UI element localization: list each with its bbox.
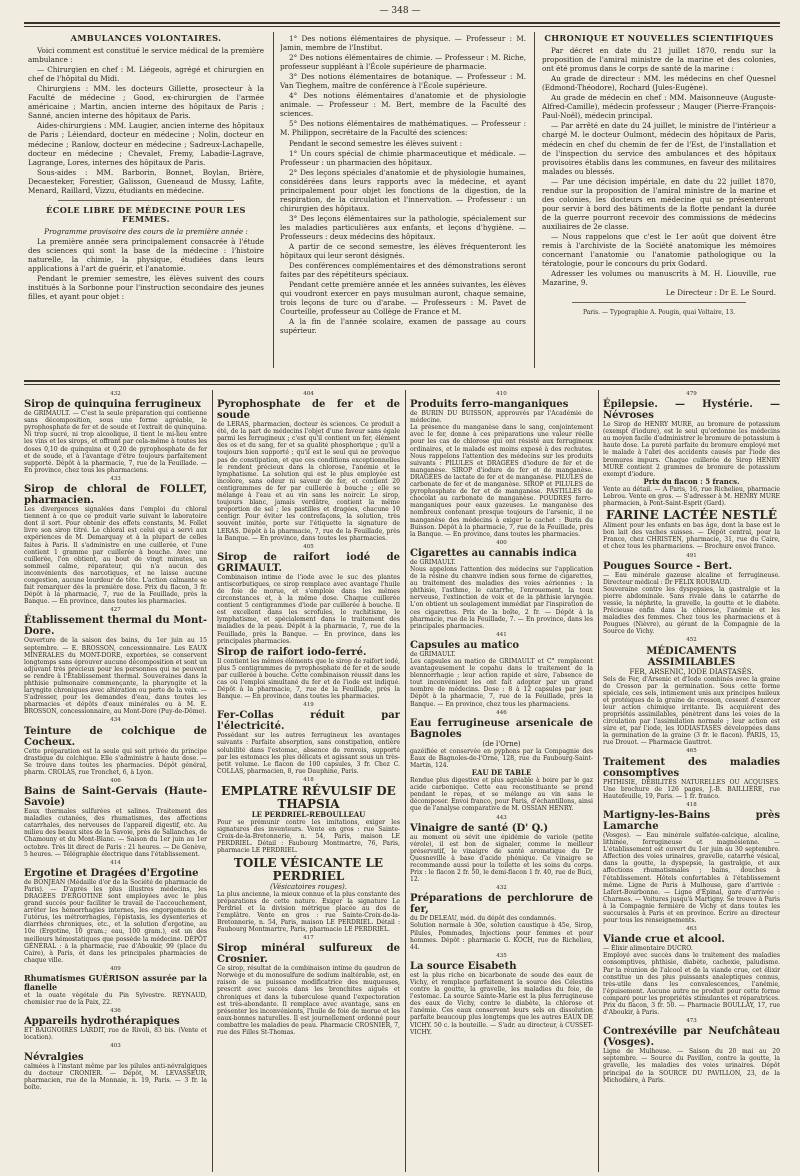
- ad-body: de LERAS, pharmacien, docteur ès sciences. Ce produit a été, de la part de médecins l'objet d'une faveur sans égale parmi les ferrugineux ; c'est qu'il contient un fer, élément des os et du sang, fer et sa qualité phosphorique ; qu'il a toujours bien supporté ; qu'il est le seul qui ne provoque pas de constipation, et que ces conditions exceptionnelles le rendent précieux dans la chlorose, l'anémie et le lymphatisme. La solution qui est le plus employée est incolore, sans odeur ni saveur de fer, et contient 20 centigrammes de fer par cuillerée à bouche ; elle se mélange à l'eau et au vin sans les noircir. Le sirop, toujours blanc, jamais verdâtre, contient la même proportion de sel ; les pastilles et dragées, chacune 10 centigr. Pour éviter les contrefaçons, la solution, très souvent imitée, porte sur l'étiquette la signature de LERAS. Dépôt à la pharmacie, 7, rue de la Feuillade, près la Banque. — En province, dans toutes les pharmacies.: [217, 421, 400, 542]
- ad-body: La présence du manganèse dans le sang, conjointement avec le fer, donne à ces préparations une valeur réelle pour les cas de chlorose qui ont résisté aux ferrugineux ordinaires, et le malade est moins exposé à des rechutes. Nous rappelons l'attention des médecins sur les produits suivants : PILULES et DRAGÉES d'iodure de fer et de manganèse. SIROP d'iodure de fer et de manganèse. DRAGÉES de lactate de fer et de manganèse. PILULES de carbonate de fer et de manganèse. SIROP et PILULES de pyrophosphate de fer et de manganèse. PASTILLES de chocolat au carbonate de manganèse. POUDRES ferro-manganiques pour eaux gazeuses. Le manganèse des nombreux contenant presque toujours de l'arsenic, il ne manganèse des médecins à exiger le cachet : Burin du Buisson. Dépôt à la pharmacie, 7, rue de la Feuillade, près la Banque. — En province, dans toutes les pharmacies.: [410, 424, 593, 538]
- paragraph: A la fin de l'année scolaire, examen de passage au cours supérieur.: [280, 317, 526, 336]
- advertisement: [410, 391, 593, 538]
- ad-number: 479: [686, 391, 697, 397]
- advertisement: [217, 391, 400, 542]
- ad-number: 433: [110, 475, 121, 482]
- advertisement: [410, 885, 593, 951]
- ad-body: Le Sirop de HENRY MURE, au bromure de potassium (exempt d'iodure), est le seul qu'ordonne les médecins au moyen facile d'administrer le bromure de potassium à haute dose. La pureté parfaite du bromure employé met le malade à l'abri des accidents causés par l'iode des bromures impurs. Chaque cuillerée de Sirop HENRY MURE contient 2 grammes de bromure de potassium exempt d'iodure.: [603, 421, 780, 478]
- ad-subheading: — Élixir alimentaire DUCRO.: [603, 945, 693, 953]
- section-title-ambulances: AMBULANCES VOLONTAIRES.: [70, 34, 222, 43]
- ad-body: de GRIMAULT. — C'est la seule préparation qui contienne sans décomposition, sous une forme agréable, le pyrophosphate de fer et de soude et l'extrait de quinquina. Ni trop sucré, ni trop alcoolique, il tient le mi-lieu entre les vins et les sirops, et offrant par cela-même à toutes les doses 0,10 de quinquina et 0,20 de pyrophosphate de fer et de soude, et à l'avantage d'être toujours parfaitement supporté. Dépôt à la pharmacie, 7, rue de la Feuillade. — En province, chez tous les pharmaciens.: [24, 410, 207, 474]
- ad-body: calmées à l'instant même par les pilules anti-névralgiques du docteur CRONIER. — Dépôt, M. LEVASSEUR, pharmacien, rue de la Monnaie, n. 19, Paris. — 3 fr. la boîte.: [24, 1062, 207, 1091]
- paragraph: Aides-chirurgiens : MM. Laugier, ancien interne des hôpitaux de Paris ; Léiendard, docteur en médecine ; Nolin, docteur en médecine ; Ranlow, docteur en médecine ; Sadreux-Lachapelle, docteur en médecine ; Chevalet, Fremy, Labadie-Lagrave, Lagrange, Lores, internes des hôpitaux de Paris.: [28, 121, 264, 167]
- ad-heading: Eau ferrugineuse arsenicale de Bagnoles: [410, 717, 593, 740]
- paragraph: Programme provisoire des cours de la première année :: [44, 226, 248, 236]
- ad-number: 432: [496, 885, 507, 892]
- ad-heading: Produits ferro-manganiques: [410, 399, 569, 411]
- advertisement: [217, 544, 400, 645]
- ad-number: 427: [110, 607, 121, 614]
- advertisement: [217, 777, 400, 855]
- ad-body: Ligne de Mulhouse. — Saison du 20 mai au 20 septembre. — Source du Pavillon, contre la goutte, la gravelle, les maladies des voies urinaires. Dépôt principal de la SOURCE DU PAVILLON, 23, de la Michodière, à Paris.: [603, 1048, 780, 1084]
- advertisement: [603, 637, 780, 746]
- ad-heading: Teinture de colchique de Cocheux.: [24, 725, 207, 748]
- ad-body: PHTHISIE, DÉBILITÉS NATURELLES OU ACQUISES. Une brochure de 126 pages, J.-B. BAILLIÈRE, rue Hautefeuille, 19, Paris. — 1 fr. franco.: [603, 778, 780, 800]
- paragraph: Adresser les volumes ou manuscrits à M. H. Liouville, rue Mazarine, 9.: [542, 269, 776, 288]
- paragraph: 5° Des notions élémentaires de mathématiques. — Professeur : M. Philippon, secrétaire de la Faculté des sciences:: [280, 119, 526, 138]
- paragraph: — Chirurgien en chef : M. Liégeois, agrégé et chirurgien en chef de l'hôpital du Midi.: [28, 65, 264, 84]
- paragraph: — Nous rappelons que c'est le 1er août que doivent être remis à l'archiviste de la Société anatomique les mémoires concernant l'anatomie ou l'anatomie pathologique ou la tératologie, pour le concours du prix Godard.: [542, 231, 776, 269]
- advertisement: [410, 815, 593, 884]
- ad-heading: EMPLATRE RÉVULSIF DE THAPSIA: [221, 784, 396, 812]
- article-column-1: [28, 34, 264, 374]
- ad-body: La plus ancienne, la mieux connue et la plus constante des préparations de cette nature. Exiger la signature Le Perdriel et la division métrique placée au dos de l'emplâtre. Vente en gros : rue Sainte-Croix-de-la-Bretonnerie, n. 54, Paris, maison LE PERDRIEL. Détail : Faubourg Montmartre, Paris, pharmacie LE PERDRIEL.: [217, 890, 400, 933]
- ad-heading: MÉDICAMENTS ASSIMILABLES: [646, 645, 737, 668]
- paragraph: Sous-aides : MM. Barborin, Bonnet, Boylan, Brière, Decaesteker, Forestier, Galisson, Gueneaud de Mussy, Lafite, Menard, Raillard, Vizzu, étudiants en médecine.: [28, 167, 264, 195]
- advertisement: [410, 540, 593, 630]
- paragraph: 4° Des notions élémentaires d'anatomie et de physiologie animale. — Professeur : M. Bert, membre de la Faculté des sciences.: [280, 91, 526, 119]
- advertisement: [410, 632, 593, 708]
- printer-line: Paris. — Typographie A. Pougin, quai Voltaire, 13.: [582, 309, 736, 317]
- ad-heading: Sirop minéral sulfureux de Crosnier.: [217, 943, 400, 966]
- ads-column-2: [217, 390, 400, 1174]
- ad-number: 452: [686, 637, 697, 644]
- ad-subheading: de GRIMAULT.: [410, 650, 456, 658]
- ad-heading: Sirop de raifort iodé de GRIMAULT.: [217, 551, 400, 574]
- ad-heading: La source Eisabeth: [410, 960, 517, 972]
- ad-heading: Ergotine et Dragées d'Ergotine: [24, 867, 199, 879]
- ad-heading: Névralgies: [24, 1051, 84, 1063]
- ad-body: Rendue plus digestive et plus agréable à boire par le gaz acide carbonique. Cette eau reconstituante se prend pendant le repas, et se mélange au vin sans le décomposer. Envoi franco, pour Paris, d'échantillons, ainsi que de l'analyse comparative de M. OSSIAN HENRY.: [410, 777, 593, 813]
- ad-number: 418: [686, 801, 697, 808]
- advertisement: [603, 802, 780, 924]
- ad-heading: Traitement des maladies consomptives: [603, 756, 780, 779]
- ad-number: 436: [110, 1008, 121, 1015]
- ad-heading: Sirop de chloral de FOLLET, pharmacien.: [24, 484, 207, 507]
- ad-number: 405: [303, 543, 314, 550]
- section-title-chronique: CHRONIQUE ET NOUVELLES SCIENTIFIQUES: [544, 34, 774, 43]
- ad-heading: Appareils hydrothérapiques: [24, 1016, 180, 1028]
- ad-body: Les capsules au matico de GRIMAULT et C° remplacent avantageusement le copahu dans le traitement de la blennorrhagie ; leur action rapide et sûre, l'absence de tout inconvénient les ont fait adopter par un grand nombre de médecins. Dose : 8 à 12 capsules par jour. Dépôt à la pharmacie, 7, rue de la Feuillade, près la Banque. — En province, chez tous les pharmaciens.: [410, 658, 593, 708]
- ad-heading: Épilepsie. — Hystérie. — Névroses: [603, 399, 780, 422]
- column-divider: [534, 32, 535, 368]
- ad-subheading: de BURIN DU BUISSON, approuvés par l'Académie de médecine.: [410, 410, 593, 425]
- director-signature: Le Directeur : Dr E. Le Sourd.: [665, 288, 776, 298]
- ad-body: (Vosges). — Eau minérale sulfatée-calcique, alcaline, lithinée, ferrugineuse et magnésienne. — L'établissement est ouvert du 1er juin au 30 septembre. Affection des voies urinaires, gravelle, catarrhe vésical, dans la goutte, la dyspepsie, la gastralgie, et aux affections rhumatismales ; bains, douches à l'établissement. Hôtels confortables à l'établissement même. Ligne de Paris à Mulhouse, gare d'arrivée : Lafert-Bourbonne. — Ligne d'Épinal, gare d'arrivée : Charmes. — Voitures jusqu'à Martigny. Se trouve à Paris à la Compagnie fermière de Vichy et dans toutes les succursales à Paris et en province. Écrire au directeur pour tous les renseignements.: [603, 831, 780, 925]
- advertisement: [603, 509, 780, 550]
- ad-heading: TOILE VÉSICANTE LE PERDRIEL: [233, 855, 384, 883]
- ad-number: 435: [496, 952, 507, 959]
- column-divider: [598, 390, 599, 1172]
- paragraph: Pendant cette première année et les années suivantes, les élèves qui voudront exercer en pays musulman auront, chaque semaine, trois leçons de turc ou d'arabe. — Professeurs : M. Pavet de Courteille, professeur au Collège de France et M.: [280, 280, 526, 317]
- advertisement: [24, 778, 207, 858]
- ad-body: Solution normale à 30e, solution caustique à 45e, Sirop, Pilules, Pommades, Injections pour femmes et pour hommes. Dépôt : pharmacie G. KOCH, rue de Richelieu, 44.: [410, 922, 593, 951]
- advertisement: [217, 702, 400, 775]
- paragraph: 3° Des leçons élémentaires sur la pathologie, spécialement sur les maladies particulières aux enfants, et leçons d'hygiène. — Professeurs : deux médecins des hôpitaux.: [280, 213, 526, 241]
- ad-heading: Préparations de perchlorure de fer,: [410, 893, 593, 916]
- ad-body: Eaux thermales sulfurées et salines. Traitement des maladies cutanées, des rhumatismes, des affections catarrhales, des nerveuses de l'appareil digestif, etc. Au milieu des beaux sites de la Savoie, près de Sallanches, de Chamouny et du Mont-Blanc. — Saison du 1er juin au 1er octobre. Très lit direct de Paris : 21 heures. — De Genève, 5 heures. — Télégraphie électrique dans l'établissement.: [24, 808, 207, 858]
- ad-subheading: de GRIMAULT.: [410, 558, 456, 566]
- ad-heading: Martigny-les-Bains près Lamarche: [603, 809, 780, 832]
- ad-body: Souveraine contre les dyspepsies, la gastralgie et la pierre abdominale. Sans rivale dans le catarrhe de vessie, la néphrite, la gravelle, la goutte et le diabète. Précieuse enfin dans la chlorose, l'anémie et les maladies des femmes. Chez tous les pharmaciens et à Pougues (Nièvre), au gérant de la Compagnie de la Source de Vichy.: [603, 585, 780, 636]
- paragraph: Pendant le second semestre les élèves suivent :: [289, 138, 463, 148]
- column-divider: [212, 390, 213, 1172]
- ad-body: Employé avec succès dans le traitement des maladies consomptives, phthisie, diabète, cachexie, paludisme. Par la réunion de l'alcool et de la viande crue, cet élixir constitue un des plus puissants analeptiques connus, très-utile dans les convalescences, l'anémie, l'épuisement. Aucune autre ne produit pour cette forme comparé pour les propriétés stimulantes et réparatrices. Prix du flacon, 3 fr. 50. — Pharmacie BOULLAY, 17, rue d'Aboukir, à Paris.: [603, 952, 780, 1017]
- paragraph: — Par arrêté en date du 24 juillet, le ministre de l'intérieur a chargé M. le docteur Oulmont, médecin des hôpitaux de Paris, médecin en chef du chemin de fer de l'Est, de l'installation et de l'inspection du service des ambulances et des hôpitaux provisoires établis dans les communes, en faveur des militaires malades ou blessés.: [542, 121, 776, 176]
- divider: [58, 200, 234, 201]
- ads-column-4: [603, 390, 780, 1174]
- advertisement: [410, 953, 593, 1036]
- advertisement: [603, 1018, 780, 1084]
- top-rule: [24, 22, 780, 24]
- page-number: — 348 —: [379, 6, 421, 16]
- ads-top-rule: [24, 380, 780, 382]
- ad-heading: Pougues Source - Bert.: [603, 560, 733, 572]
- ad-subheading: (de l'Orne): [482, 739, 521, 748]
- ad-heading: Viande crue et alcool.: [603, 934, 725, 946]
- ad-body: Les divergences signalées dans l'emploi du chloral tiennent à ce que ce produit varie suivant le laboratoire dont il sort. Pour obtenir des effets constants, M. Follet livre son sirop titré. Le chloral est celui qui a servi aux expériences de M. Demarquay et à la plupart de celles faites à Paris. Il s'administre en une cuillerée, et l'une contient 1 gramme par cuillerée à bouche. Avec une cuillerée, l'on obtient, au bout de vingt minutes, un sommeil calme, réparateur, qui n'a aucun des inconvénients des narcotiques, et ne laisse aucune congestion, aucune lourdeur de tête. L'action calmante se fait remarquer dès la première dose. Prix du flacon, 3 fr. Dépôt à la pharmacie, 7, rue de la Feuillade, près la Banque. — En province, dans toutes les pharmacies.: [24, 506, 207, 606]
- advertisement: [24, 607, 207, 715]
- paragraph: 3° Des notions élémentaires de botanique. — Professeur : M. Van Tieghem, maître de conférence à l'École supérieure.: [280, 72, 526, 91]
- ad-heading: Bains de Saint-Gervais (Haute-Savoie): [24, 786, 207, 809]
- ad-heading: Cigarettes au cannabis indica: [410, 547, 577, 559]
- column-divider: [405, 390, 406, 1172]
- ad-number: 446: [496, 709, 507, 716]
- advertisement: [603, 391, 780, 507]
- paragraph: A partir de ce second semestre, les élèves fréquenteront les hôpitaux qui leur seront désignés.: [280, 242, 526, 261]
- advertisement: [603, 926, 780, 1016]
- paragraph: La première année sera principalement consacrée à l'étude des sciences qui sont la base de la médecine : l'histoire naturelle, la chimie, la physique, étudiées dans leurs applications à l'art de guérir, et l'anatomie.: [28, 236, 264, 274]
- ad-heading: FARINE LACTÉE NESTLÉ: [606, 508, 777, 523]
- ad-number: 465: [686, 748, 697, 755]
- ad-number: 443: [496, 814, 507, 821]
- ad-number: 473: [686, 1018, 697, 1025]
- ad-number: 463: [686, 926, 697, 933]
- ad-number: 441: [496, 631, 507, 638]
- ad-body: Possédant sur les autres ferrugineux les avantages suivants : Parfaite absorption, sans constipation, entière solubilité dans l'estomac, absence de renvois, supporté par les estomacs les plus délicats et agissant sous un très-petit volume. Le flacon de 100 capsules, 3 fr. Chez C. COLLAS, pharmacien, 8, rue Dauphine, Paris.: [217, 732, 400, 775]
- ad-body: de BONJEAN (Médaille d'or de la Société de pharmacie de Paris). — D'après les plus illustres médecins, les DRAGÉES D'ERGOTINE sont employées avec le plus grand succès pour faciliter le travail de l'accouchement, arrêter les hémorrhagies internes, les engorgements de l'utérus, les métrorrhagies, l'épistaxis, les dysenteries et diarrhées chroniques, etc., et la solution d'ergotine, au 10e (Ergotine, 10 gram.; eau, 100 gram.), est un des meilleurs hémostatiques que possède la médecine. DÉPÔT GÉNÉRAL : à la pharmacie, rue d'Aboukir, 99 (place du Caire), à Paris, et dans les principales pharmacies de chaque ville.: [24, 878, 207, 964]
- ad-number: 406: [110, 777, 121, 784]
- advertisement: [24, 1043, 207, 1090]
- ad-number: 404: [303, 391, 314, 397]
- ad-number: 419: [303, 702, 314, 709]
- advertisement: [603, 553, 780, 636]
- advertisement: [603, 748, 780, 799]
- paragraph: Des conférences complémentaires et des démonstrations seront faites par des répétiteurs spéciaux.: [280, 261, 526, 280]
- ad-price: Prix du flacon : 5 francs.: [643, 476, 740, 486]
- ad-body: Ouverture de la saison des bains, du 1er juin au 15 septembre. — E. BROSSON, concessionnaire. Les EAUX MINÉRALES du MONT-DORE, exportées, se conservent longtemps sans éprouver aucune décomposition et sont un adjuvant très précieux pour les personnes qui ne peuvent se rendre à l'Établissement thermal. Souveraines dans la phthisie pulmonaire commençante, la pharyngite et la laryngite chroniques avec altération ou perte de la voix. — S'adresser, pour les demandes d'eau, dans toutes les pharmacies et dépôts d'eaux minérales ou à M. E. BROSSON, concessionnaire, au Mont-Dore (Puy-de-Dôme).: [24, 637, 207, 716]
- paragraph: 1° Un cours spécial de chimie pharmaceutique et médicale. — Professeur : un pharmacien des hôpitaux.: [280, 148, 526, 167]
- advertisement: [217, 857, 400, 934]
- advertisement: [24, 1008, 207, 1041]
- ad-number: 434: [110, 717, 121, 724]
- ad-body: Pour se prémunir contre les imitations, exiger les signatures des inventeurs. Vente en gros : rue Sainte-Croix-de-la-Bretonnerie, n. 54, Paris, maison LE PERDRIEL. Détail : Faubourg Montmartre, 76, Paris, pharmacie LE PERDRIEL.: [217, 819, 400, 855]
- ad-subheading: LE PERDRIEL-REBOULLEAU: [251, 810, 366, 820]
- paragraph: Voici comment est constitué le service médical de la première ambulance :: [28, 46, 264, 65]
- ad-heading: Fer-Collas réduit par l'électricité.: [217, 710, 400, 733]
- ad-subheading: EAU DE TABLE: [471, 768, 532, 778]
- ad-body: Cette préparation est la seule qui soit privée du principe drastique du colchique. Elle s'administre à haute dose. — Se trouve dans toutes les pharmacies. Dépôt général, pharm. CROLAS, rue Tronchet, 6, à Lyon.: [24, 747, 207, 776]
- paragraph: 2° Des notions élémentaires de chimie. — Professeur : M. Riche, professeur suppléant à l'École supérieure de pharmacie.: [280, 53, 526, 72]
- column-divider: [273, 32, 274, 368]
- advertisement: [24, 860, 207, 964]
- paragraph: 1° Des notions élémentaires de physique. — Professeur : M. Jamin, membre de l'Institut.: [280, 34, 526, 53]
- ad-heading: Sirop de raifort iodo-ferré.: [217, 646, 367, 658]
- ad-body: Combinaison intime de l'iode avec le suc des plantes antiscorbutiques, ce sirop remplace avec avantage l'huile de foie de morue, et s'emploie dans les mêmes circonstances et, à la même dose. Chaque cuillerée contient 5 centigrammes d'iode par cuillerée à bouche. Il est excellent dans les scrofules, le rachitisme, le lymphatisme, et spécialement dans le traitement des maladies de la peau. Dépôt à la pharmacie, 7, rue de la Feuillade, près la Banque. — En province, dans les principales pharmacies.: [217, 573, 400, 645]
- advertisement: [410, 710, 593, 813]
- paragraph: Chirurgiens : MM. les docteurs Gillette, prosecteur à la Faculté de médecine ; Good, ex-chirurgien de l'armée américaine ; Martin, ancien interne des hôpitaux de Paris ; Sanné, ancien interne des hôpitaux de Paris.: [28, 84, 264, 121]
- ad-number: 403: [110, 1043, 121, 1050]
- ad-heading: Vinaigre de santé (D' Q.): [410, 822, 549, 834]
- paragraph: Pendant le premier semestre, les élèves suivent des cours institués à la Sorbonne pour l'instruction secondaire des jeunes filles, et ayant pour objet :: [28, 274, 264, 302]
- ad-number: 417: [303, 935, 314, 942]
- ad-number: 432: [110, 391, 121, 397]
- ad-body: au moment où sévit une épidémie de variole (petite vérole), il est bon de signaler, comme le meilleur préservatif, le vinaigre de santé aromatique du Dr Quesneville à base d'acide phénique. Ce vinaigre se recommande aussi pour la toilette et les soins du corps. Prix : le flacon 2 fr. 50, le demi-flacon 1 fr. 40, rue de Buci, 12.: [410, 833, 593, 884]
- advertisement: [24, 966, 207, 1006]
- advertisement: [24, 476, 207, 605]
- ad-number: 414: [110, 859, 121, 866]
- top-rule-thin: [24, 26, 780, 27]
- ad-body: Vente au détail. — A Paris, 16, rue Richelieu, pharmacie Lebrou. Vente en gros. — S'adresser à M. HENRY MURE pharmacien, à Pont-Saint-Esprit (Gard).: [603, 485, 780, 508]
- ad-body: Aliment pour les enfants en bas âge, dont la base est le bon lait des vaches suisses. — Dépôt central, pour la France, chez CHRISTEN, pharmacie, 31, rue du Caire, et chez tous les pharmaciens. — Brochure envoi franco.: [603, 522, 780, 551]
- ad-subheading: FER, ARSENIC, IODE DIASTASÉS.: [629, 667, 754, 676]
- paragraph: Au grade de médecin en chef : MM. Maisonneuve (Auguste-Alfred-Camille), médecin professeur ; Mauger (Pierre-François-Paul-Noël), médecin principal.: [542, 93, 776, 121]
- divider: [572, 302, 746, 303]
- paragraph: Par décret en date du 21 juillet 1870, rendu sur la proposition de l'amiral ministre de la marine et des colonies, ont été promus dans le corps de santé de la marine :: [542, 46, 776, 74]
- ad-number: 418: [303, 776, 314, 783]
- ad-body: et la ouate végétale du Pin Sylvestre. REYNAUD, chemisier rue de la Paix, 22.: [24, 992, 207, 1007]
- ad-body: est la plus riche en bicarbonate de soude des eaux de Vichy, et remplace parfaitement la source des Célestins contre la goutte, la gravelle, les maladies du foie, de l'estomac. La source Sainte-Marie est la plus ferrugineuse des eaux de Vichy, contre le diabète, la chlorose et l'anémie. Ces eaux conservent leurs sels en dissolution parfaite beaucoup plus longtemps que les autres EAUX DE VICHY. 50 c. la bouteille. — S'adr. au directeur, à CUSSET-VICHY.: [410, 971, 593, 1036]
- ad-subheading: — Eau minérale gazeuse alcaline et ferrugineuse. Directeur médical : Dr FÉLIX ROUBAUD.: [603, 571, 780, 586]
- ads-top-rule-thin: [24, 384, 780, 385]
- ad-subheading: (Vésicatoires rouges).: [269, 882, 348, 891]
- ad-body: Nous appelons l'attention des médecins sur l'application de la résine du chanvre indien sous forme de cigarettes, au traitement des maladies des voies aériennes : la phthisie, l'asthme, le catarrhe, l'enrouement, la toux nerveuse, l'extinction de voix et de la phthisie laryngée. L'on obtient un soulagement immédiat par l'inspiration de ces cigarettes. Prix de la boîte, 2 fr. — Dépôt à la pharmacie, rue de la Feuillade, 7. — En province, dans les principales pharmacies.: [410, 565, 593, 630]
- ads-column-3: [410, 390, 593, 1174]
- section-title-ecole: ÉCOLE LIBRE DE MÉDECINE POUR LES FEMMES.: [46, 204, 246, 224]
- ad-body: Sels de Fer, d'Arsenic et d'Iode combinés avec la graine de Cresson par la germination. Sous cette forme spéciale, ces sels, intimement unis aux principes huileux et protéiques de la graine de cresson, cessent d'exercer leur action chimique irritante. Ils acquièrent des propriétés assimilables, pénètrent dans les voies de la circulation par l'assimilation normale ; leur action est sûre et, par l'iode, les IODIASTASÉS développées dans la germination de la graine (3 fr. le flacon). PARIS, 15, rue Drouot. — Pharmacie Gauttrot.: [603, 675, 780, 747]
- ad-heading: Sirop de quinquina ferrugineux: [24, 399, 202, 411]
- ads-column-1: [24, 390, 207, 1174]
- ad-heading: Contrexéville par Neufchâteau (Vosges).: [603, 1026, 780, 1049]
- ad-heading: Capsules au matico: [410, 639, 520, 651]
- advertisement: [24, 391, 207, 474]
- ad-number: 410: [496, 391, 507, 397]
- advertisement: [24, 717, 207, 775]
- ad-number: 491: [686, 552, 697, 559]
- article-column-3: [542, 34, 776, 374]
- advertisement: [217, 935, 400, 1036]
- paragraph: — Par une décision impériale, en date du 22 juillet 1870, rendue sur la proposition de l'amiral ministre de la marine et des colonies, les docteurs en médecine qui se présenteront pour servir à bord des bâtiments de la flotte pendant la durée de la guerre pourront recevoir des commissions de médecins auxiliaires de 2e classe.: [542, 176, 776, 231]
- paragraph: 2° Des leçons spéciales d'anatomie et de physiologie humaines, considérées dans leurs rapports avec la médecine, et ayant principalement pour objet les fonctions de la digestion, de la respiration, de la circulation et l'innervation. — Professeur : un chirurgien des hôpitaux.: [280, 167, 526, 213]
- advertisement: [217, 647, 400, 701]
- ad-heading: Pyrophosphate de fer et de soude: [217, 399, 400, 422]
- ad-subheading: du Dr DELEAU, méd. du dépôt des condamnés.: [410, 915, 557, 923]
- ad-number: 409: [110, 965, 121, 972]
- ad-body: ET BAIGNOIRES LARDIT, rue de Rivoli, 83 bis. (Vente et location).: [24, 1027, 207, 1042]
- article-column-2: [280, 34, 526, 374]
- ad-heading: Rhumatismes GUÉRISON assurée par la flanelle: [24, 973, 207, 992]
- ad-body: gazéifiée et conservée en pyphons par la Compagnie des Eaux de Bagnoles-de-l'Orne, 128, rue du Faubourg-Saint-Martin, 124.: [410, 747, 593, 769]
- ad-number: 400: [496, 539, 507, 546]
- ad-heading: Établissement thermal du Mont-Dore.: [24, 615, 207, 638]
- ad-body: Il contient les mêmes éléments que le sirop de raifort iodé, plus 5 centigrammes de pyrophosphate de fer et de soude par cuillerée à bouche. Cette combinaison réussit dans les cas où l'emploi simultané du fer et de l'iode est indiqué. Dépôt à la pharmacie, 7, rue de la Feuillade, près la Banque. — En province, dans toutes les pharmacies.: [217, 657, 400, 701]
- ad-body: Ce sirop, résultat de la combinaison intime du gaudron de Norwège et du monosulfure de sodium inaltérable, est, en raison de sa puissance modificatrice des muqueuses, prescrit avec succès dans les bronchites aiguës et chroniques et dans la tuberculose quand l'expectoration est très-abondante. Il remplace avec avantage, sans en présenter les inconvénients, l'huile de foie de morue et les eaux-bonnes naturelles. Il est journellement ordonné pour combattre les maladies de peau. Pharmacie CROSNIER, 7, rue des Filles St-Thomas.: [217, 965, 400, 1036]
- paragraph: Au grade de directeur : MM. les médecins en chef Quesnel (Edmond-Théodore), Rochard (Jules-Eugène).: [542, 74, 776, 93]
